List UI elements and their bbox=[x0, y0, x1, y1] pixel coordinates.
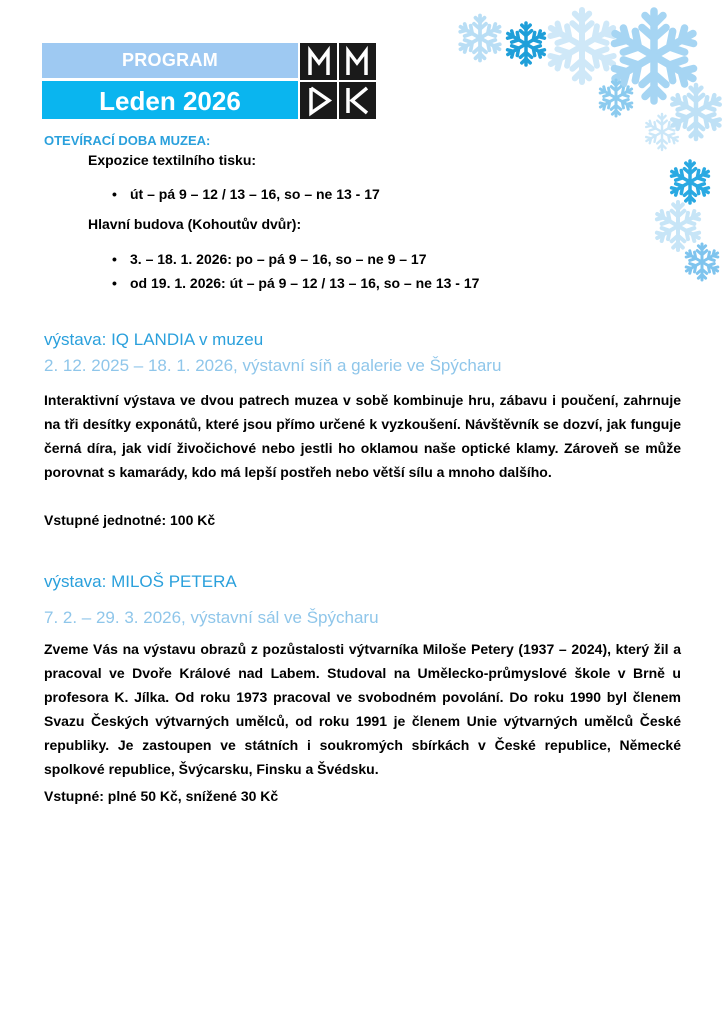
list-item: • od 19. 1. 2026: út – pá 9 – 12 / 13 – 16, so – ne 13 - 17 bbox=[112, 275, 480, 291]
bullet-icon: • bbox=[112, 186, 117, 202]
section-main-building: Hlavní budova (Kohoutův dvůr): bbox=[88, 216, 302, 232]
list-item: • 3. – 18. 1. 2026: po – pá 9 – 16, so – ne 9 – 17 bbox=[112, 251, 427, 267]
exhibition-title: výstava: IQ LANDIA v muzeu bbox=[44, 330, 264, 349]
month-label: Leden 2026 bbox=[42, 81, 298, 119]
exhibition-admission: Vstupné: plné 50 Kč, snížené 30 Kč bbox=[44, 788, 279, 804]
exhibition-dates: 7. 2. – 29. 3. 2026, výstavní sál ve Špýcharu bbox=[44, 608, 379, 627]
exhibition-title: výstava: MILOŠ PETERA bbox=[44, 572, 237, 591]
exhibition-admission: Vstupné jednotné: 100 Kč bbox=[44, 512, 216, 528]
exhibition-dates: 2. 12. 2025 – 18. 1. 2026, výstavní síň a galerie ve Špýcharu bbox=[44, 356, 502, 375]
bullet-icon: • bbox=[112, 251, 117, 267]
program-label: PROGRAM bbox=[42, 43, 298, 78]
snowflake-icon bbox=[440, 0, 724, 300]
exhibition-description: Interaktivní výstava ve dvou patrech muzea v sobě kombinuje hru, zábavu i poučení, zahrnuje na tři desítky exponátů, které jsou přímo určené k vyzkoušení. Návštěvník se dozví, jak funguje černá díra, jak vidí živočichové nebo jestli ho oklamou naše optické klamy. Zároveň se může porovnat s kamarády, kdo má lepší postřeh nebo větší sílu a mnoho dalšího. bbox=[44, 392, 681, 480]
bullet-icon: • bbox=[112, 275, 117, 291]
list-item: • út – pá 9 – 12 / 13 – 16, so – ne 13 - 17 bbox=[112, 186, 380, 202]
section-textile-print: Expozice textilního tisku: bbox=[88, 152, 257, 168]
opening-hours-title: OTEVÍRACÍ DOBA MUZEA: bbox=[44, 133, 211, 148]
museum-logo-icon bbox=[300, 43, 376, 119]
exhibition-description: Zveme Vás na výstavu obrazů z pozůstalosti výtvarníka Miloše Petery (1937 – 2024), který žil a pracoval ve Dvoře Králové nad Labem. Studoval na Umělecko-průmyslové škole v Brně u profesora K. Jílka. Od roku 1973 pracoval ve svobodném povolání. Do roku 1990 byl členem Svazu Českých výtvarných umělců, od roku 1991 je členem Unie výtvarných umělců České republiky. Je zastoupen ve státních i soukromých sbírkách v České republice, Německé spolkové republice, Švýcarsku, Finsku a Švédsku. bbox=[44, 641, 681, 777]
